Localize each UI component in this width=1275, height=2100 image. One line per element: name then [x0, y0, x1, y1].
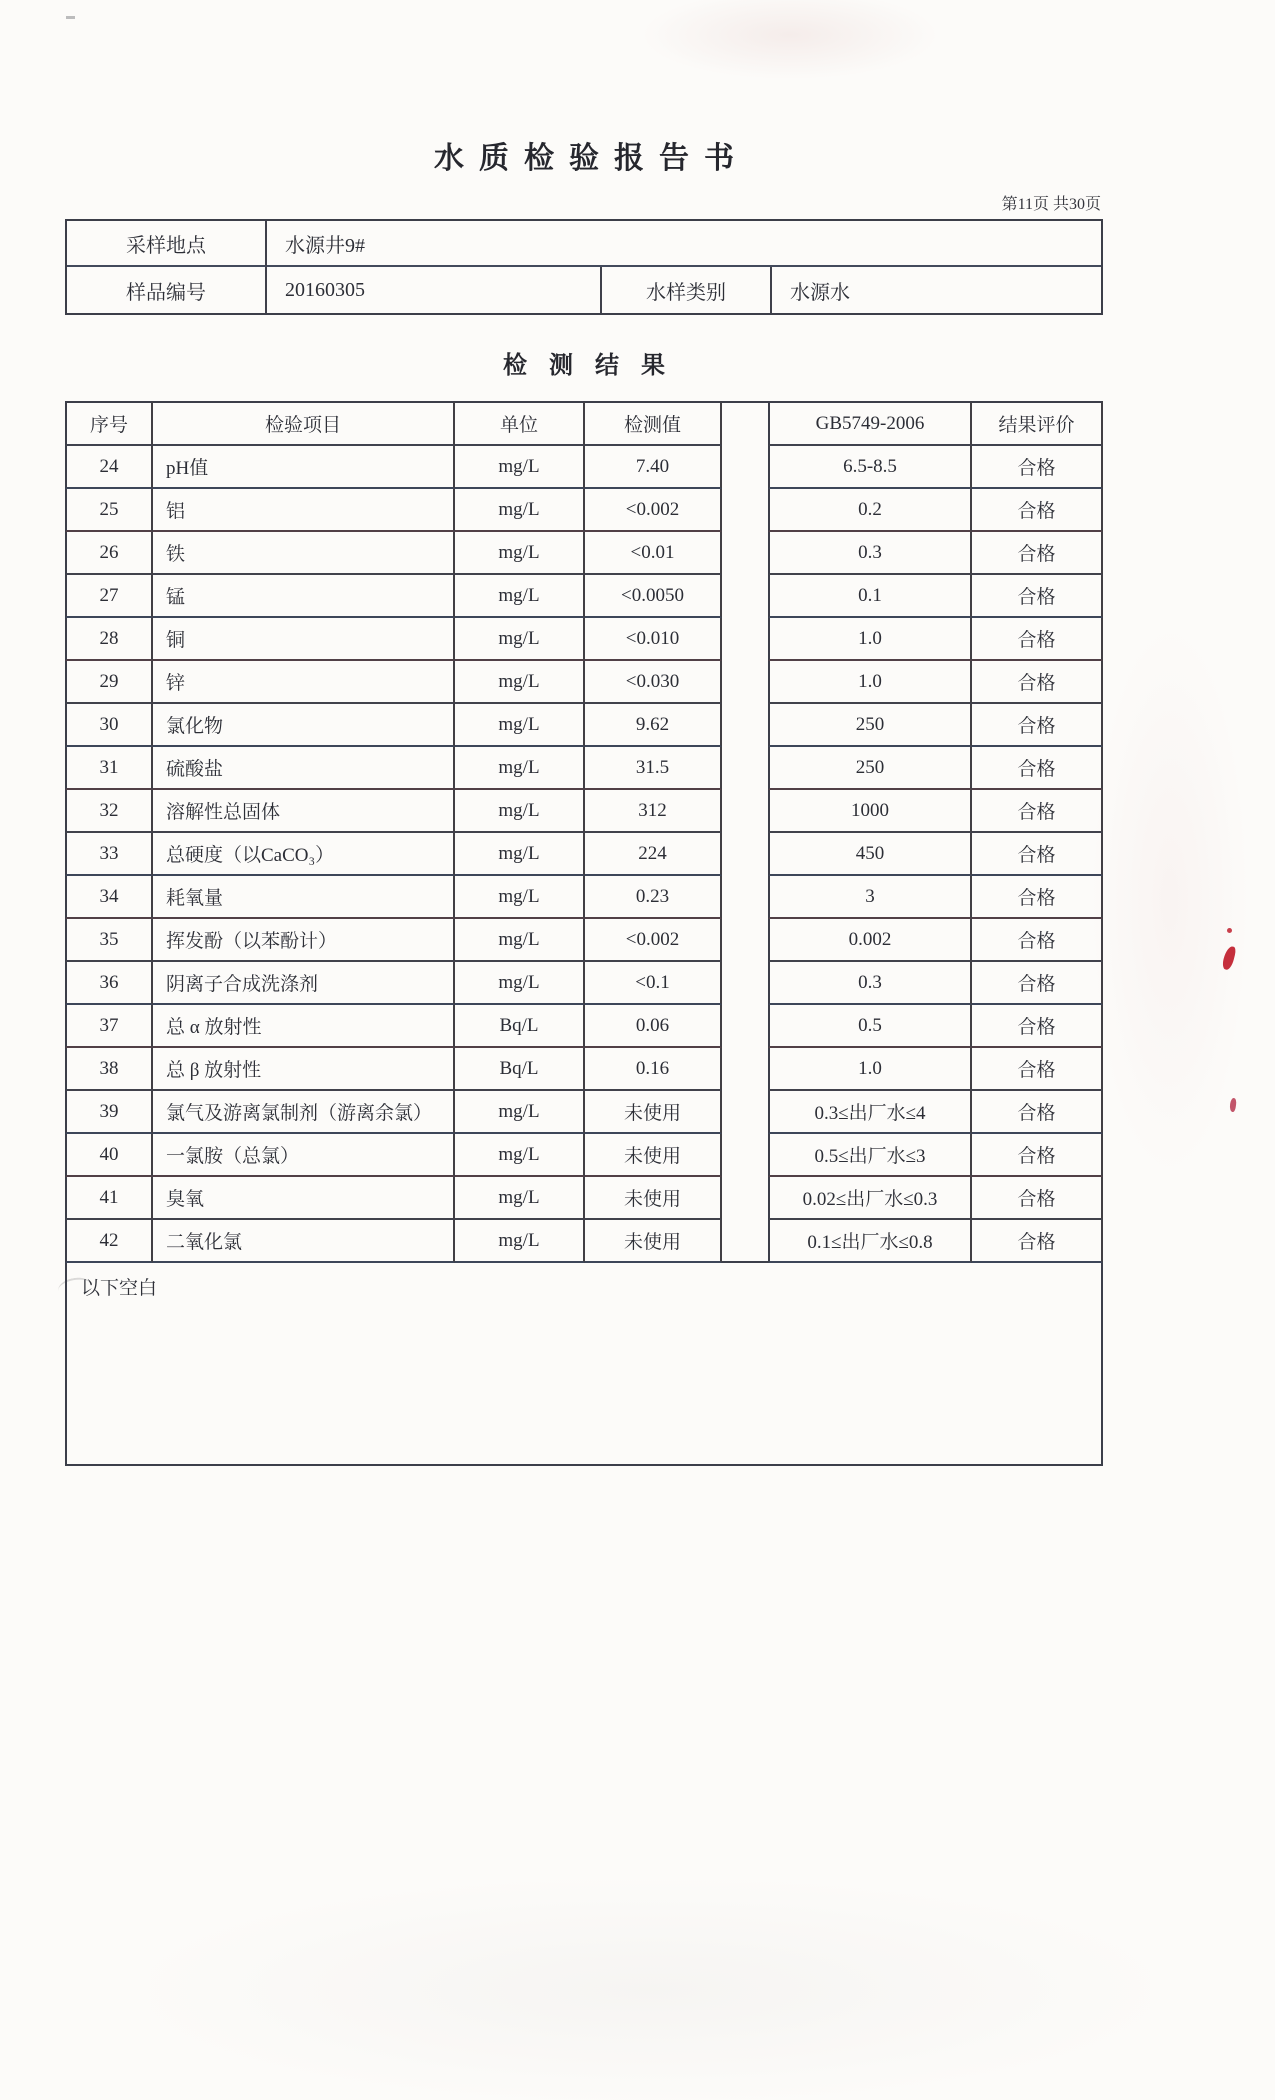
column-header-no: 序号: [65, 401, 153, 446]
column-header-unit: 单位: [455, 401, 585, 446]
row-standard: 0.1≤出厂水≤0.8: [768, 1220, 972, 1263]
sample-info-table: [65, 219, 1103, 315]
row-unit: mg/L: [455, 833, 585, 876]
water-type-label: 水样类别: [602, 267, 772, 313]
row-no: 40: [65, 1134, 153, 1177]
row-value: <0.01: [585, 532, 722, 575]
page-indicator: 第11页 共30页: [1001, 196, 1101, 213]
row-item: 阴离子合成洗涤剂: [153, 962, 455, 1005]
row-evaluation: 合格: [972, 1220, 1103, 1263]
row-no: 26: [65, 532, 153, 575]
row-unit: mg/L: [455, 790, 585, 833]
row-no: 32: [65, 790, 153, 833]
row-standard: 0.2: [768, 489, 972, 532]
row-unit: mg/L: [455, 661, 585, 704]
row-no: 31: [65, 747, 153, 790]
row-evaluation: 合格: [972, 1005, 1103, 1048]
row-unit: mg/L: [455, 618, 585, 661]
row-no: 41: [65, 1177, 153, 1220]
row-no: 36: [65, 962, 153, 1005]
row-standard: 250: [768, 747, 972, 790]
row-item: 总硬度（以CaCO₃）: [153, 833, 455, 876]
row-value: 9.62: [585, 704, 722, 747]
row-unit: mg/L: [455, 1220, 585, 1263]
row-evaluation: 合格: [972, 962, 1103, 1005]
row-evaluation: 合格: [972, 1134, 1103, 1177]
row-no: 38: [65, 1048, 153, 1091]
row-standard: 0.5≤出厂水≤3: [768, 1134, 972, 1177]
row-item: 耗氧量: [153, 876, 455, 919]
row-value: 0.23: [585, 876, 722, 919]
row-item: 硫酸盐: [153, 747, 455, 790]
row-standard: 0.5: [768, 1005, 972, 1048]
row-item: 总 β 放射性: [153, 1048, 455, 1091]
row-standard: 0.3≤出厂水≤4: [768, 1091, 972, 1134]
column-header-evaluation: 结果评价: [972, 401, 1103, 446]
row-evaluation: 合格: [972, 790, 1103, 833]
column-header-item: 检验项目: [153, 401, 455, 446]
row-no: 24: [65, 446, 153, 489]
row-value: <0.010: [585, 618, 722, 661]
report-title: 水质检验报告书: [434, 142, 749, 175]
red-pen-dot: [1227, 928, 1232, 933]
row-unit: mg/L: [455, 962, 585, 1005]
row-no: 39: [65, 1091, 153, 1134]
row-standard: 6.5-8.5: [768, 446, 972, 489]
row-evaluation: 合格: [972, 618, 1103, 661]
row-evaluation: 合格: [972, 575, 1103, 618]
row-item: 铝: [153, 489, 455, 532]
row-unit: mg/L: [455, 489, 585, 532]
row-value: 0.06: [585, 1005, 722, 1048]
row-no: 35: [65, 919, 153, 962]
report-content: [65, 0, 1103, 1466]
row-unit: mg/L: [455, 1177, 585, 1220]
results-table: [65, 401, 1103, 1263]
row-evaluation: 合格: [972, 747, 1103, 790]
row-value: <0.1: [585, 962, 722, 1005]
row-unit: mg/L: [455, 1091, 585, 1134]
row-standard: 0.02≤出厂水≤0.3: [768, 1177, 972, 1220]
row-no: 30: [65, 704, 153, 747]
row-item: 挥发酚（以苯酚计）: [153, 919, 455, 962]
sample-number-label: 样品编号: [67, 267, 267, 313]
row-evaluation: 合格: [972, 489, 1103, 532]
sampling-location-label: 采样地点: [67, 221, 267, 267]
red-pen-mark: [1229, 1098, 1237, 1113]
row-no: 29: [65, 661, 153, 704]
sampling-location-value: 水源井9#: [267, 221, 1101, 267]
row-value: 312: [585, 790, 722, 833]
row-evaluation: 合格: [972, 833, 1103, 876]
row-value: 未使用: [585, 1091, 722, 1134]
row-standard: 0.1: [768, 575, 972, 618]
row-item: 二氧化氯: [153, 1220, 455, 1263]
row-value: 224: [585, 833, 722, 876]
row-no: 27: [65, 575, 153, 618]
results-table-right: [768, 401, 1103, 1263]
row-standard: 1.0: [768, 661, 972, 704]
column-header-standard: GB5749-2006: [768, 401, 972, 446]
row-evaluation: 合格: [972, 1177, 1103, 1220]
row-unit: mg/L: [455, 747, 585, 790]
row-evaluation: 合格: [972, 532, 1103, 575]
row-value: <0.0050: [585, 575, 722, 618]
row-value: 未使用: [585, 1177, 722, 1220]
row-unit: Bq/L: [455, 1048, 585, 1091]
water-type-value: 水源水: [790, 281, 850, 304]
row-unit: mg/L: [455, 919, 585, 962]
row-no: 42: [65, 1220, 153, 1263]
row-no: 37: [65, 1005, 153, 1048]
row-unit: mg/L: [455, 704, 585, 747]
row-standard: 250: [768, 704, 972, 747]
row-value: <0.002: [585, 489, 722, 532]
sample-number-value: 20160305: [267, 267, 602, 313]
row-value: 7.40: [585, 446, 722, 489]
row-item: 氯化物: [153, 704, 455, 747]
row-item: 铜: [153, 618, 455, 661]
row-evaluation: 合格: [972, 704, 1103, 747]
row-item: 臭氧: [153, 1177, 455, 1220]
row-standard: 0.3: [768, 962, 972, 1005]
row-value: 31.5: [585, 747, 722, 790]
row-standard: 1.0: [768, 618, 972, 661]
row-unit: mg/L: [455, 876, 585, 919]
row-evaluation: 合格: [972, 661, 1103, 704]
scan-smudge: [150, 1880, 1150, 2100]
row-item: 一氯胺（总氯）: [153, 1134, 455, 1177]
row-value: <0.002: [585, 919, 722, 962]
row-item: 铁: [153, 532, 455, 575]
results-table-left: [65, 401, 722, 1263]
row-item: 氯气及游离氯制剂（游离余氯）: [153, 1091, 455, 1134]
table-top-border-bridge: [722, 401, 768, 403]
row-unit: mg/L: [455, 575, 585, 618]
row-standard: 0.002: [768, 919, 972, 962]
column-header-value: 检测值: [585, 401, 722, 446]
row-item: 锰: [153, 575, 455, 618]
row-standard: 1000: [768, 790, 972, 833]
row-evaluation: 合格: [972, 1048, 1103, 1091]
blank-remainder-note: 以下空白: [81, 1278, 158, 1299]
row-no: 28: [65, 618, 153, 661]
row-no: 33: [65, 833, 153, 876]
row-item: pH值: [153, 446, 455, 489]
row-standard: 3: [768, 876, 972, 919]
blank-remainder-box: [65, 1261, 1103, 1466]
row-unit: mg/L: [455, 1134, 585, 1177]
row-standard: 0.3: [768, 532, 972, 575]
row-unit: mg/L: [455, 532, 585, 575]
sample-info-row-number: [67, 267, 1101, 313]
row-standard: 450: [768, 833, 972, 876]
row-value: 未使用: [585, 1220, 722, 1263]
row-evaluation: 合格: [972, 876, 1103, 919]
row-unit: mg/L: [455, 446, 585, 489]
row-standard: 1.0: [768, 1048, 972, 1091]
row-value: 未使用: [585, 1134, 722, 1177]
red-pen-mark: [1221, 945, 1237, 971]
row-item: 锌: [153, 661, 455, 704]
sample-info-row-location: [67, 221, 1101, 267]
scan-smudge: [1090, 620, 1250, 1180]
row-item: 总 α 放射性: [153, 1005, 455, 1048]
row-no: 25: [65, 489, 153, 532]
row-unit: Bq/L: [455, 1005, 585, 1048]
row-evaluation: 合格: [972, 1091, 1103, 1134]
section-title-test-results: 检测结果: [503, 353, 687, 379]
row-value: 0.16: [585, 1048, 722, 1091]
row-item: 溶解性总固体: [153, 790, 455, 833]
row-evaluation: 合格: [972, 446, 1103, 489]
row-no: 34: [65, 876, 153, 919]
row-evaluation: 合格: [972, 919, 1103, 962]
row-value: <0.030: [585, 661, 722, 704]
